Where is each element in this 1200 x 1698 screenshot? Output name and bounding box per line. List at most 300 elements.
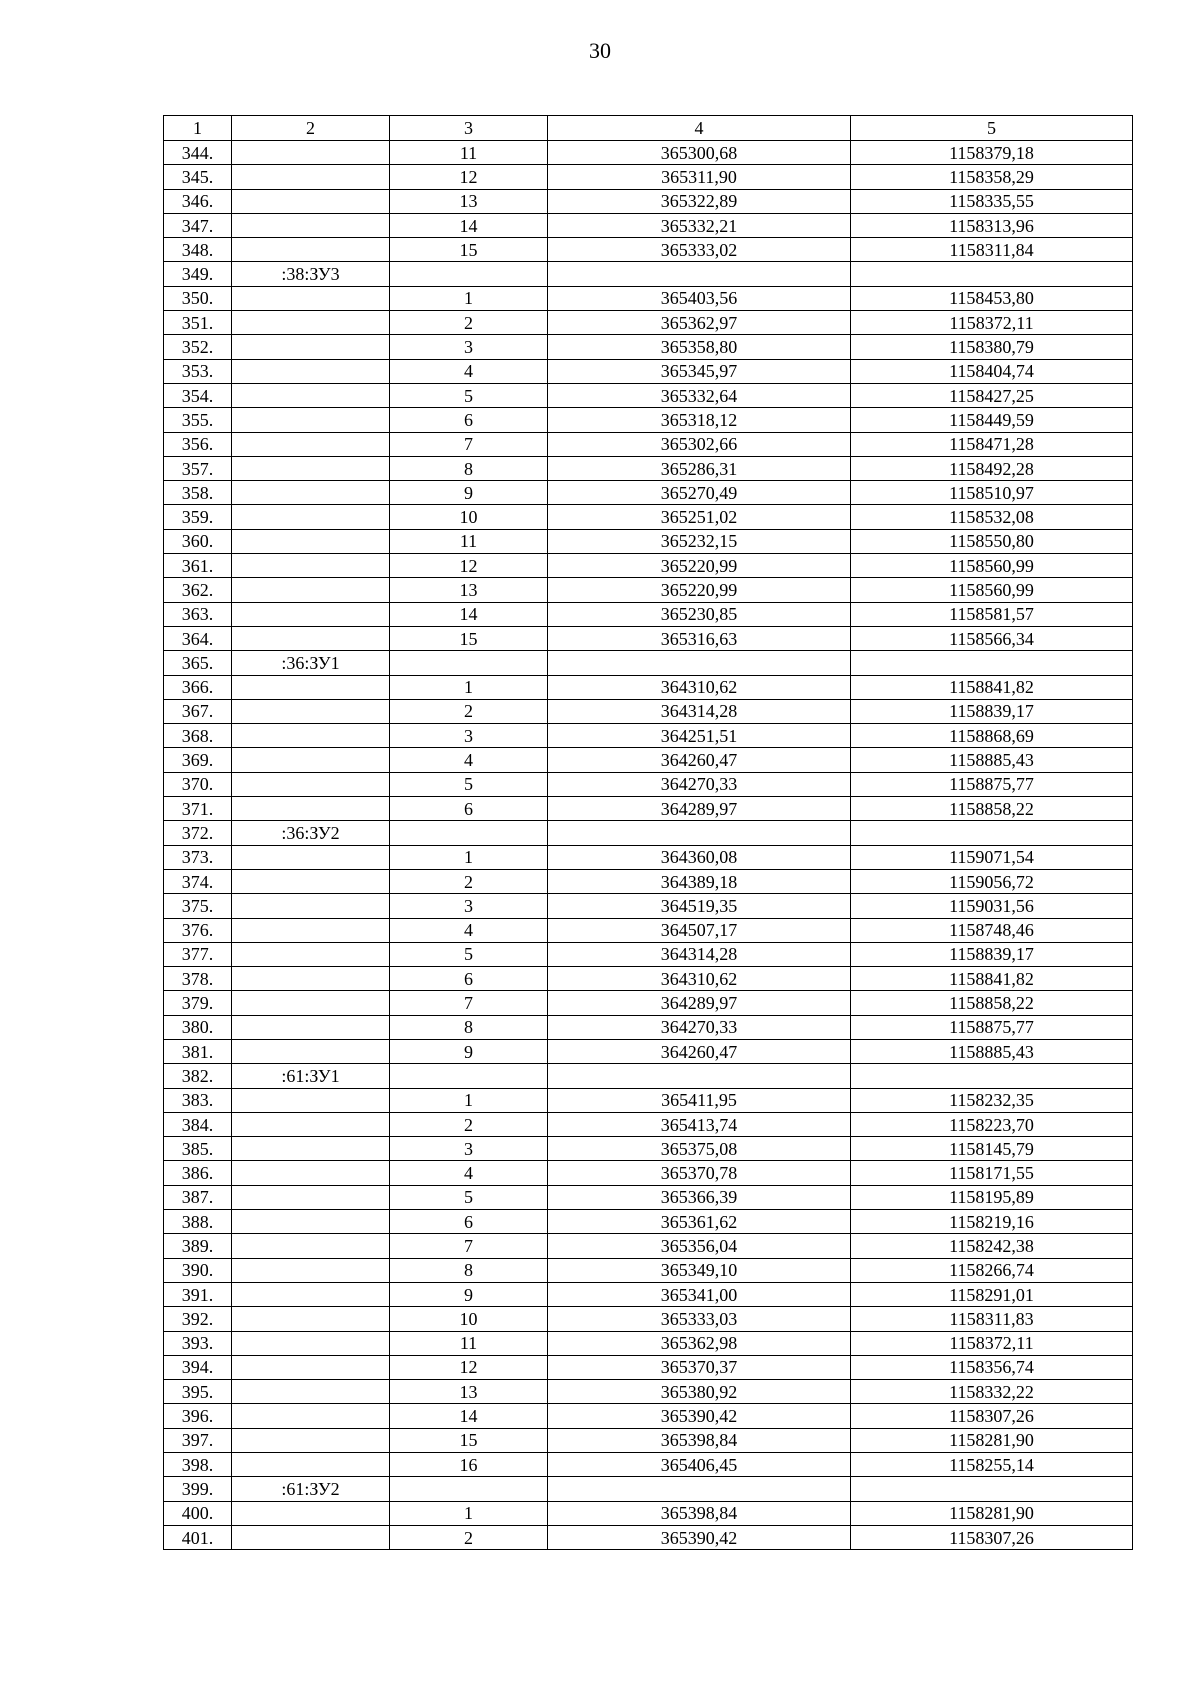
coordinate-x-cell: 365345,97	[548, 359, 851, 383]
table-row	[164, 456, 1133, 480]
row-number-cell: 354.	[164, 383, 232, 407]
coordinate-x-cell: 365370,78	[548, 1161, 851, 1185]
row-number-cell: 376.	[164, 918, 232, 942]
coordinate-x-cell: 365286,31	[548, 456, 851, 480]
point-number-cell: 10	[390, 505, 548, 529]
table-row	[164, 1501, 1133, 1525]
point-number-cell: 1	[390, 286, 548, 310]
coordinate-x-cell: 365333,03	[548, 1307, 851, 1331]
coordinate-y-cell: 1158311,84	[851, 238, 1133, 262]
coordinate-y-cell: 1158266,74	[851, 1258, 1133, 1282]
point-number-cell: 12	[390, 165, 548, 189]
parcel-id-cell	[232, 1015, 390, 1039]
coordinate-x-cell: 365220,99	[548, 554, 851, 578]
coordinate-x-cell	[548, 1064, 851, 1088]
coordinate-y-cell: 1158291,01	[851, 1282, 1133, 1306]
table-row	[164, 1282, 1133, 1306]
row-number-cell: 377.	[164, 942, 232, 966]
coordinate-y-cell	[851, 651, 1133, 675]
point-number-cell: 5	[390, 772, 548, 796]
coordinate-x-cell: 365406,45	[548, 1453, 851, 1477]
table-header-row	[164, 116, 1133, 141]
point-number-cell: 2	[390, 311, 548, 335]
coordinate-y-cell: 1158281,90	[851, 1428, 1133, 1452]
table-row	[164, 286, 1133, 310]
table-row	[164, 529, 1133, 553]
row-number-cell: 396.	[164, 1404, 232, 1428]
row-number-cell: 390.	[164, 1258, 232, 1282]
coordinate-x-cell: 365322,89	[548, 189, 851, 213]
point-number-cell: 3	[390, 335, 548, 359]
point-number-cell: 8	[390, 1015, 548, 1039]
coordinate-x-cell: 365332,21	[548, 213, 851, 237]
coordinate-y-cell: 1158560,99	[851, 554, 1133, 578]
coordinate-y-cell	[851, 1064, 1133, 1088]
table-row	[164, 383, 1133, 407]
coordinate-y-cell: 1158372,11	[851, 1331, 1133, 1355]
parcel-id-cell	[232, 432, 390, 456]
point-number-cell: 3	[390, 894, 548, 918]
row-number-cell: 381.	[164, 1039, 232, 1063]
parcel-id-cell	[232, 869, 390, 893]
coordinate-x-cell: 364260,47	[548, 1039, 851, 1063]
row-number-cell: 393.	[164, 1331, 232, 1355]
parcel-id-cell	[232, 772, 390, 796]
row-number-cell: 356.	[164, 432, 232, 456]
coordinate-y-cell: 1159056,72	[851, 869, 1133, 893]
coordinate-y-cell: 1158858,22	[851, 991, 1133, 1015]
table-row	[164, 432, 1133, 456]
table-row	[164, 869, 1133, 893]
parcel-id-cell	[232, 529, 390, 553]
parcel-id-cell	[232, 286, 390, 310]
row-number-cell: 352.	[164, 335, 232, 359]
coordinate-y-cell: 1158171,55	[851, 1161, 1133, 1185]
parcel-id-cell	[232, 1428, 390, 1452]
coordinate-x-cell: 365311,90	[548, 165, 851, 189]
coordinate-x-cell: 365341,00	[548, 1282, 851, 1306]
parcel-id-cell	[232, 1112, 390, 1136]
row-number-cell: 357.	[164, 456, 232, 480]
coordinate-x-cell: 365232,15	[548, 529, 851, 553]
coordinate-x-cell: 365302,66	[548, 432, 851, 456]
coordinate-x-cell: 365398,84	[548, 1428, 851, 1452]
table-row	[164, 1380, 1133, 1404]
parcel-id-cell	[232, 1404, 390, 1428]
coordinate-y-cell: 1158356,74	[851, 1355, 1133, 1379]
coordinate-x-cell: 365318,12	[548, 408, 851, 432]
point-number-cell	[390, 1064, 548, 1088]
table-row	[164, 481, 1133, 505]
coordinate-x-cell	[548, 1477, 851, 1501]
row-number-cell: 375.	[164, 894, 232, 918]
coordinate-x-cell	[548, 821, 851, 845]
point-number-cell: 5	[390, 942, 548, 966]
point-number-cell: 4	[390, 918, 548, 942]
parcel-id-cell	[232, 359, 390, 383]
coordinate-x-cell: 365270,49	[548, 481, 851, 505]
row-number-cell: 384.	[164, 1112, 232, 1136]
parcel-id-cell	[232, 1210, 390, 1234]
point-number-cell: 6	[390, 1210, 548, 1234]
parcel-id-cell	[232, 1282, 390, 1306]
table-row	[164, 578, 1133, 602]
table-row	[164, 1137, 1133, 1161]
coordinate-y-cell: 1158404,74	[851, 359, 1133, 383]
point-number-cell: 9	[390, 1282, 548, 1306]
parcel-id-cell	[232, 894, 390, 918]
point-number-cell: 4	[390, 1161, 548, 1185]
column-header-3: 3	[390, 116, 548, 141]
coordinate-y-cell: 1158875,77	[851, 1015, 1133, 1039]
row-number-cell: 366.	[164, 675, 232, 699]
row-number-cell: 371.	[164, 797, 232, 821]
parcel-id-cell	[232, 383, 390, 407]
point-number-cell: 13	[390, 578, 548, 602]
parcel-id-cell	[232, 748, 390, 772]
column-header-2: 2	[232, 116, 390, 141]
coordinate-y-cell: 1158839,17	[851, 942, 1133, 966]
parcel-id-cell: :38:ЗУ3	[232, 262, 390, 286]
point-number-cell: 5	[390, 1185, 548, 1209]
point-number-cell	[390, 651, 548, 675]
coordinate-x-cell: 365332,64	[548, 383, 851, 407]
row-number-cell: 382.	[164, 1064, 232, 1088]
parcel-id-cell: :36:ЗУ2	[232, 821, 390, 845]
row-number-cell: 360.	[164, 529, 232, 553]
table-row	[164, 1258, 1133, 1282]
coordinate-y-cell: 1158453,80	[851, 286, 1133, 310]
coordinate-x-cell: 365375,08	[548, 1137, 851, 1161]
coordinate-y-cell: 1158307,26	[851, 1525, 1133, 1549]
point-number-cell: 13	[390, 189, 548, 213]
table-row	[164, 213, 1133, 237]
coordinate-x-cell: 364270,33	[548, 1015, 851, 1039]
table-row	[164, 1185, 1133, 1209]
parcel-id-cell	[232, 724, 390, 748]
coordinate-x-cell: 364260,47	[548, 748, 851, 772]
parcel-id-cell	[232, 1088, 390, 1112]
row-number-cell: 361.	[164, 554, 232, 578]
column-header-4: 4	[548, 116, 851, 141]
table-row	[164, 1234, 1133, 1258]
row-number-cell: 387.	[164, 1185, 232, 1209]
parcel-id-cell	[232, 213, 390, 237]
coordinate-y-cell: 1158532,08	[851, 505, 1133, 529]
row-number-cell: 398.	[164, 1453, 232, 1477]
parcel-id-cell	[232, 1380, 390, 1404]
coordinate-x-cell	[548, 651, 851, 675]
parcel-id-cell	[232, 797, 390, 821]
coordinate-y-cell: 1158313,96	[851, 213, 1133, 237]
row-number-cell: 369.	[164, 748, 232, 772]
coordinate-y-cell: 1158311,83	[851, 1307, 1133, 1331]
table-row	[164, 189, 1133, 213]
table-row	[164, 821, 1133, 845]
row-number-cell: 394.	[164, 1355, 232, 1379]
point-number-cell: 10	[390, 1307, 548, 1331]
point-number-cell: 3	[390, 1137, 548, 1161]
coordinate-x-cell: 365362,97	[548, 311, 851, 335]
coordinate-x-cell: 365251,02	[548, 505, 851, 529]
parcel-id-cell	[232, 699, 390, 723]
row-number-cell: 380.	[164, 1015, 232, 1039]
row-number-cell: 353.	[164, 359, 232, 383]
table-row	[164, 675, 1133, 699]
coordinate-y-cell: 1158581,57	[851, 602, 1133, 626]
parcel-id-cell	[232, 1453, 390, 1477]
point-number-cell: 7	[390, 432, 548, 456]
table-row	[164, 1039, 1133, 1063]
coordinate-y-cell: 1158471,28	[851, 432, 1133, 456]
point-number-cell: 7	[390, 1234, 548, 1258]
coordinate-y-cell: 1158232,35	[851, 1088, 1133, 1112]
parcel-id-cell	[232, 554, 390, 578]
row-number-cell: 347.	[164, 213, 232, 237]
parcel-id-cell	[232, 675, 390, 699]
coordinate-y-cell: 1158885,43	[851, 748, 1133, 772]
table-row	[164, 1428, 1133, 1452]
point-number-cell: 14	[390, 602, 548, 626]
table-row	[164, 1015, 1133, 1039]
table-row	[164, 772, 1133, 796]
table-row	[164, 724, 1133, 748]
point-number-cell: 9	[390, 1039, 548, 1063]
coordinate-x-cell: 365356,04	[548, 1234, 851, 1258]
parcel-id-cell: :36:ЗУ1	[232, 651, 390, 675]
coordinate-x-cell	[548, 262, 851, 286]
point-number-cell: 12	[390, 1355, 548, 1379]
row-number-cell: 345.	[164, 165, 232, 189]
row-number-cell: 389.	[164, 1234, 232, 1258]
row-number-cell: 401.	[164, 1525, 232, 1549]
parcel-id-cell	[232, 1137, 390, 1161]
point-number-cell: 1	[390, 1088, 548, 1112]
coordinate-y-cell: 1158219,16	[851, 1210, 1133, 1234]
table-row	[164, 165, 1133, 189]
table-row	[164, 359, 1133, 383]
coordinate-x-cell: 365316,63	[548, 626, 851, 650]
coordinate-x-cell: 364310,62	[548, 675, 851, 699]
row-number-cell: 395.	[164, 1380, 232, 1404]
table-row	[164, 1088, 1133, 1112]
table-row	[164, 1453, 1133, 1477]
column-header-1: 1	[164, 116, 232, 141]
parcel-id-cell	[232, 1234, 390, 1258]
parcel-id-cell	[232, 481, 390, 505]
table-row	[164, 1210, 1133, 1234]
table-row	[164, 1355, 1133, 1379]
row-number-cell: 349.	[164, 262, 232, 286]
coordinate-x-cell: 364251,51	[548, 724, 851, 748]
parcel-id-cell	[232, 1525, 390, 1549]
row-number-cell: 399.	[164, 1477, 232, 1501]
table-row	[164, 797, 1133, 821]
coordinate-y-cell: 1158335,55	[851, 189, 1133, 213]
coordinate-y-cell: 1158858,22	[851, 797, 1133, 821]
row-number-cell: 388.	[164, 1210, 232, 1234]
table-row	[164, 845, 1133, 869]
table-row	[164, 1404, 1133, 1428]
table-row	[164, 942, 1133, 966]
parcel-id-cell: :61:ЗУ1	[232, 1064, 390, 1088]
point-number-cell: 3	[390, 724, 548, 748]
parcel-id-cell	[232, 845, 390, 869]
table-row	[164, 1064, 1133, 1088]
parcel-id-cell	[232, 991, 390, 1015]
parcel-id-cell	[232, 1185, 390, 1209]
coordinate-y-cell	[851, 821, 1133, 845]
point-number-cell: 4	[390, 359, 548, 383]
coordinate-x-cell: 364314,28	[548, 699, 851, 723]
coordinate-y-cell: 1158242,38	[851, 1234, 1133, 1258]
coordinate-y-cell: 1158449,59	[851, 408, 1133, 432]
row-number-cell: 374.	[164, 869, 232, 893]
coordinate-y-cell: 1158550,80	[851, 529, 1133, 553]
parcel-id-cell	[232, 602, 390, 626]
parcel-id-cell	[232, 967, 390, 991]
row-number-cell: 348.	[164, 238, 232, 262]
coordinate-x-cell: 365362,98	[548, 1331, 851, 1355]
coordinate-x-cell: 365230,85	[548, 602, 851, 626]
point-number-cell: 12	[390, 554, 548, 578]
coordinate-x-cell: 364507,17	[548, 918, 851, 942]
parcel-id-cell	[232, 456, 390, 480]
coordinate-x-cell: 364519,35	[548, 894, 851, 918]
coordinate-y-cell: 1158566,34	[851, 626, 1133, 650]
coordinate-y-cell: 1158841,82	[851, 967, 1133, 991]
point-number-cell: 16	[390, 1453, 548, 1477]
coordinate-y-cell	[851, 1477, 1133, 1501]
coordinate-y-cell: 1158145,79	[851, 1137, 1133, 1161]
coordinate-x-cell: 365390,42	[548, 1525, 851, 1549]
coordinate-x-cell: 365361,62	[548, 1210, 851, 1234]
parcel-id-cell	[232, 1331, 390, 1355]
point-number-cell: 2	[390, 699, 548, 723]
parcel-id-cell	[232, 311, 390, 335]
coordinate-x-cell: 365220,99	[548, 578, 851, 602]
parcel-id-cell	[232, 918, 390, 942]
point-number-cell: 14	[390, 213, 548, 237]
point-number-cell: 5	[390, 383, 548, 407]
coordinate-x-cell: 365370,37	[548, 1355, 851, 1379]
point-number-cell: 2	[390, 1112, 548, 1136]
point-number-cell: 11	[390, 529, 548, 553]
parcel-id-cell	[232, 1355, 390, 1379]
parcel-id-cell	[232, 189, 390, 213]
coordinate-y-cell: 1158255,14	[851, 1453, 1133, 1477]
parcel-id-cell	[232, 238, 390, 262]
row-number-cell: 368.	[164, 724, 232, 748]
point-number-cell: 2	[390, 1525, 548, 1549]
parcel-id-cell	[232, 626, 390, 650]
point-number-cell: 15	[390, 1428, 548, 1452]
table-row	[164, 991, 1133, 1015]
row-number-cell: 378.	[164, 967, 232, 991]
row-number-cell: 392.	[164, 1307, 232, 1331]
coordinate-y-cell: 1158281,90	[851, 1501, 1133, 1525]
point-number-cell: 1	[390, 1501, 548, 1525]
coordinate-y-cell: 1158307,26	[851, 1404, 1133, 1428]
coordinate-y-cell: 1158223,70	[851, 1112, 1133, 1136]
coordinate-y-cell: 1158868,69	[851, 724, 1133, 748]
coordinate-x-cell: 364360,08	[548, 845, 851, 869]
table-row	[164, 311, 1133, 335]
parcel-id-cell	[232, 1307, 390, 1331]
point-number-cell: 13	[390, 1380, 548, 1404]
table-row	[164, 1477, 1133, 1501]
coordinate-x-cell: 365349,10	[548, 1258, 851, 1282]
coordinate-x-cell: 365366,39	[548, 1185, 851, 1209]
parcel-id-cell	[232, 1161, 390, 1185]
row-number-cell: 400.	[164, 1501, 232, 1525]
row-number-cell: 386.	[164, 1161, 232, 1185]
coordinate-y-cell: 1159031,56	[851, 894, 1133, 918]
row-number-cell: 351.	[164, 311, 232, 335]
row-number-cell: 344.	[164, 141, 232, 165]
table-row	[164, 1112, 1133, 1136]
coordinate-y-cell: 1158427,25	[851, 383, 1133, 407]
parcel-id-cell	[232, 578, 390, 602]
point-number-cell: 11	[390, 1331, 548, 1355]
point-number-cell	[390, 262, 548, 286]
table-row	[164, 699, 1133, 723]
row-number-cell: 383.	[164, 1088, 232, 1112]
table-row	[164, 1525, 1133, 1549]
coordinate-x-cell: 365333,02	[548, 238, 851, 262]
table-row	[164, 554, 1133, 578]
parcel-id-cell	[232, 1039, 390, 1063]
table-row	[164, 894, 1133, 918]
coordinate-x-cell: 364289,97	[548, 797, 851, 821]
coordinate-x-cell: 364389,18	[548, 869, 851, 893]
row-number-cell: 359.	[164, 505, 232, 529]
point-number-cell: 15	[390, 238, 548, 262]
point-number-cell: 11	[390, 141, 548, 165]
coordinate-x-cell: 365413,74	[548, 1112, 851, 1136]
table-row	[164, 141, 1133, 165]
point-number-cell: 8	[390, 1258, 548, 1282]
point-number-cell: 4	[390, 748, 548, 772]
table-row	[164, 408, 1133, 432]
parcel-id-cell	[232, 942, 390, 966]
coordinate-x-cell: 364310,62	[548, 967, 851, 991]
row-number-cell: 373.	[164, 845, 232, 869]
coordinate-y-cell: 1158380,79	[851, 335, 1133, 359]
coordinate-x-cell: 365398,84	[548, 1501, 851, 1525]
coordinate-y-cell: 1158379,18	[851, 141, 1133, 165]
coordinate-y-cell: 1158885,43	[851, 1039, 1133, 1063]
coordinate-y-cell: 1158492,28	[851, 456, 1133, 480]
parcel-id-cell	[232, 408, 390, 432]
row-number-cell: 362.	[164, 578, 232, 602]
column-header-5: 5	[851, 116, 1133, 141]
parcel-id-cell	[232, 141, 390, 165]
coordinate-x-cell: 365358,80	[548, 335, 851, 359]
coordinates-table	[163, 115, 1133, 1550]
coordinate-y-cell: 1158560,99	[851, 578, 1133, 602]
row-number-cell: 365.	[164, 651, 232, 675]
table-row	[164, 626, 1133, 650]
row-number-cell: 358.	[164, 481, 232, 505]
parcel-id-cell	[232, 1501, 390, 1525]
table-row	[164, 1307, 1133, 1331]
table-row	[164, 335, 1133, 359]
table-row	[164, 1161, 1133, 1185]
point-number-cell	[390, 1477, 548, 1501]
table-row	[164, 262, 1133, 286]
point-number-cell: 1	[390, 845, 548, 869]
